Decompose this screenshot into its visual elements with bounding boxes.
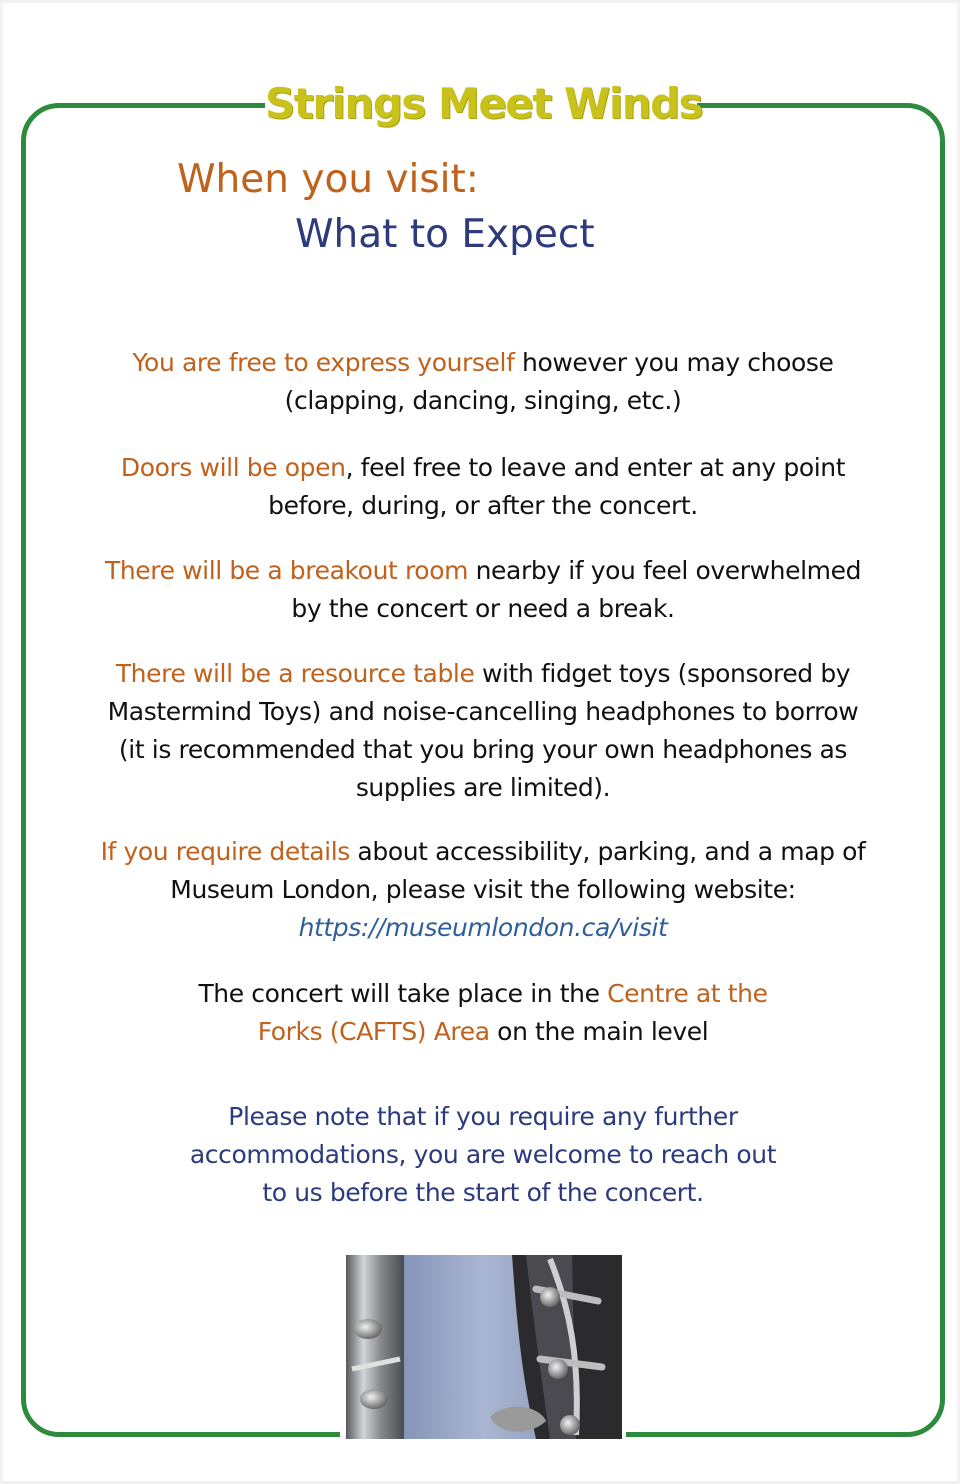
paragraph-text: , feel free to leave and enter at any point before, during, or after the concert. <box>268 453 846 520</box>
paragraph-text: about accessibility, parking, and a map of Museum London, please visit the following website: <box>170 837 866 904</box>
paragraph-text: nearby if you feel overwhelmed by the concert or need a break. <box>291 556 862 623</box>
paragraph-highlight: Centre at the Forks (CAFTS) Area <box>257 979 768 1046</box>
paragraph-highlight: You are free to express yourself <box>132 348 515 377</box>
paragraph-highlight: If you require details <box>100 837 350 866</box>
paragraph-express-yourself <box>93 344 873 420</box>
paragraph-breakout-room <box>93 552 873 628</box>
paragraph-text: with fidget toys (sponsored by Mastermind Toys) and noise-cancelling headphones to borrow (it is recommended that you bring your own headphones as supplies are limited). <box>107 659 859 802</box>
paragraph-concert-location <box>193 975 773 1051</box>
paragraph-accommodations-note: Please note that if you require any further accommodations, you are welcome to reach out to us before the start of the concert. <box>189 1102 777 1207</box>
clarinet-keys-image <box>340 1249 626 1443</box>
clarinet-keys-photo <box>340 1249 626 1443</box>
flyer-page <box>3 3 957 1481</box>
title-banner <box>265 77 703 131</box>
paragraph-doors-open <box>93 449 873 525</box>
paragraph-highlight: There will be a breakout room <box>104 556 469 585</box>
heading-line-2: What to Expect <box>295 212 595 257</box>
paragraph-highlight: There will be a resource table <box>115 659 475 688</box>
paragraph-details <box>93 833 873 947</box>
paragraph-highlight: Doors will be open <box>120 453 346 482</box>
paragraph-resource-table <box>93 655 873 807</box>
paragraph-text: The concert will take place in the <box>198 979 608 1008</box>
visit-website-link[interactable]: https://museumlondon.ca/visit <box>298 913 668 942</box>
paragraph-text: however you may choose (clapping, dancing, singing, etc.) <box>284 348 834 415</box>
paragraph-text: on the main level <box>489 1017 709 1046</box>
flyer-title: Strings Meet Winds <box>265 79 703 128</box>
heading-line-1: When you visit: <box>177 157 479 202</box>
